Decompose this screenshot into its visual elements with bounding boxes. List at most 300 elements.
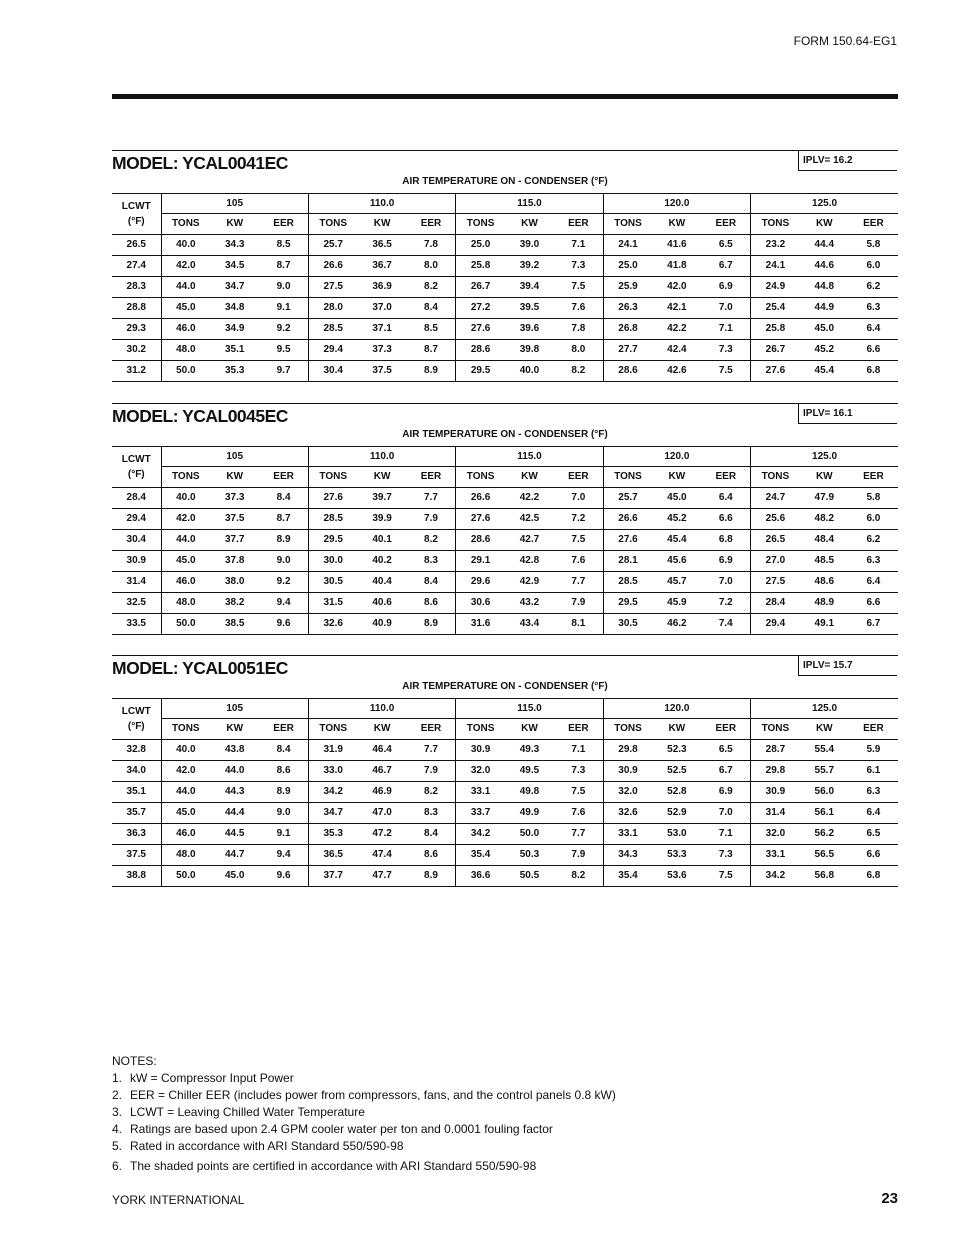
column-header: KW: [505, 718, 554, 739]
table-cell: 52.5: [652, 760, 701, 781]
column-header-row: [112, 213, 898, 234]
air-temp-title: AIR TEMPERATURE ON - CONDENSER (°F): [112, 677, 898, 699]
table-cell: 8.4: [259, 739, 308, 760]
table-cell: 6.3: [849, 550, 898, 571]
table-cell: 36.6: [456, 865, 505, 886]
table-cell: 30.0: [308, 550, 357, 571]
table-cell: 8.4: [407, 297, 456, 318]
column-header: EER: [701, 213, 750, 234]
table-cell: 41.6: [652, 234, 701, 255]
column-header: KW: [358, 718, 407, 739]
table-cell: 27.2: [456, 297, 505, 318]
table-cell: 6.7: [701, 760, 750, 781]
table-cell: 7.0: [701, 571, 750, 592]
table-cell: 6.6: [849, 339, 898, 360]
table-cell: 27.6: [603, 529, 652, 550]
table-cell: 52.8: [652, 781, 701, 802]
lcwt-cell: 30.9: [112, 550, 161, 571]
table-cell: 7.3: [554, 255, 603, 276]
table-cell: 29.5: [603, 592, 652, 613]
table-cell: 32.0: [456, 760, 505, 781]
table-cell: 34.7: [308, 802, 357, 823]
table-row: [112, 550, 898, 571]
note-text: kW = Compressor Input Power: [130, 1071, 294, 1085]
table-cell: 9.1: [259, 297, 308, 318]
lcwt-label: LCWT: [121, 705, 151, 717]
table-cell: 32.0: [751, 823, 800, 844]
lcwt-header: [112, 447, 161, 487]
table-cell: 35.4: [456, 844, 505, 865]
table-cell: 53.3: [652, 844, 701, 865]
table-cell: 7.2: [554, 508, 603, 529]
table-cell: 40.4: [358, 571, 407, 592]
table-cell: 46.0: [161, 823, 210, 844]
table-row: [112, 276, 898, 297]
table-cell: 48.0: [161, 592, 210, 613]
table-cell: 44.4: [210, 802, 259, 823]
table-cell: 7.5: [701, 360, 750, 381]
table-cell: 42.4: [652, 339, 701, 360]
column-header: TONS: [308, 466, 357, 487]
table-row: [112, 234, 898, 255]
table-cell: 56.1: [800, 802, 849, 823]
column-header: KW: [800, 213, 849, 234]
table-cell: 6.5: [849, 823, 898, 844]
table-cell: 7.1: [554, 739, 603, 760]
iplv-value: IPLV= 16.2: [798, 151, 897, 171]
table-row: [112, 297, 898, 318]
table-cell: 50.3: [505, 844, 554, 865]
note-number: 2.: [112, 1088, 123, 1102]
column-header: TONS: [603, 213, 652, 234]
table-cell: 42.2: [505, 487, 554, 508]
table-cell: 49.8: [505, 781, 554, 802]
column-header-row: [112, 466, 898, 487]
table-cell: 7.7: [407, 739, 456, 760]
column-header: KW: [210, 718, 259, 739]
table-cell: 25.7: [308, 234, 357, 255]
table-cell: 28.4: [751, 592, 800, 613]
table-cell: 28.6: [603, 360, 652, 381]
table-cell: 6.5: [701, 234, 750, 255]
performance-table: [112, 194, 898, 382]
table-cell: 9.0: [259, 550, 308, 571]
table-cell: 37.0: [358, 297, 407, 318]
table-cell: 28.0: [308, 297, 357, 318]
table-cell: 40.9: [358, 613, 407, 634]
table-cell: 34.2: [751, 865, 800, 886]
lcwt-unit: (°F): [127, 215, 145, 227]
note-text: EER = Chiller EER (includes power from compressors, fans, and the control panels 0.8 kW): [130, 1088, 616, 1102]
table-cell: 48.6: [800, 571, 849, 592]
table-cell: 44.0: [161, 529, 210, 550]
temperature-header: 115.0: [456, 447, 603, 466]
table-cell: 8.3: [407, 802, 456, 823]
table-cell: 6.0: [849, 508, 898, 529]
table-cell: 44.5: [210, 823, 259, 844]
table-cell: 40.0: [161, 234, 210, 255]
table-cell: 44.6: [800, 255, 849, 276]
lcwt-cell: 32.5: [112, 592, 161, 613]
note-number: 6.: [112, 1159, 123, 1173]
column-header: EER: [259, 718, 308, 739]
table-cell: 7.6: [554, 297, 603, 318]
table-cell: 29.6: [456, 571, 505, 592]
table-cell: 42.8: [505, 550, 554, 571]
table-cell: 24.9: [751, 276, 800, 297]
table-cell: 48.4: [800, 529, 849, 550]
notes: [112, 1053, 616, 1175]
table-cell: 26.3: [603, 297, 652, 318]
table-cell: 8.5: [407, 318, 456, 339]
table-row: [112, 823, 898, 844]
temperature-header: 110.0: [308, 699, 455, 718]
table-cell: 27.5: [751, 571, 800, 592]
table-cell: 46.0: [161, 318, 210, 339]
note-text: Ratings are based upon 2.4 GPM cooler water per ton and 0.0001 fouling factor: [130, 1122, 553, 1136]
table-cell: 7.6: [554, 802, 603, 823]
table-cell: 25.9: [603, 276, 652, 297]
table-cell: 39.5: [505, 297, 554, 318]
table-cell: 9.4: [259, 844, 308, 865]
table-cell: 6.4: [849, 571, 898, 592]
table-cell: 50.0: [161, 360, 210, 381]
table-cell: 47.0: [358, 802, 407, 823]
lcwt-cell: 29.4: [112, 508, 161, 529]
table-cell: 8.4: [259, 487, 308, 508]
table-row: [112, 739, 898, 760]
table-cell: 5.8: [849, 234, 898, 255]
temperature-header: 105: [161, 194, 308, 213]
table-cell: 7.1: [701, 823, 750, 844]
note-item: [112, 1121, 616, 1138]
table-cell: 56.2: [800, 823, 849, 844]
temperature-header: 115.0: [456, 699, 603, 718]
table-cell: 43.4: [505, 613, 554, 634]
lcwt-label: LCWT: [121, 200, 151, 212]
table-cell: 35.4: [603, 865, 652, 886]
table-cell: 42.0: [161, 508, 210, 529]
table-cell: 7.9: [554, 592, 603, 613]
table-row: [112, 508, 898, 529]
footer-company: YORK INTERNATIONAL: [112, 1193, 245, 1207]
table-row: [112, 318, 898, 339]
table-row: [112, 529, 898, 550]
table-cell: 34.5: [210, 255, 259, 276]
table-cell: 6.1: [849, 760, 898, 781]
table-cell: 36.9: [358, 276, 407, 297]
table-cell: 9.0: [259, 802, 308, 823]
table-cell: 8.6: [259, 760, 308, 781]
table-cell: 45.7: [652, 571, 701, 592]
lcwt-cell: 28.8: [112, 297, 161, 318]
table-cell: 25.0: [456, 234, 505, 255]
table-cell: 45.2: [800, 339, 849, 360]
note-item: [112, 1104, 616, 1121]
table-cell: 39.9: [358, 508, 407, 529]
table-cell: 42.0: [652, 276, 701, 297]
column-header: EER: [849, 466, 898, 487]
table-cell: 45.0: [210, 865, 259, 886]
table-cell: 6.8: [701, 529, 750, 550]
air-temp-title: AIR TEMPERATURE ON - CONDENSER (°F): [112, 172, 898, 194]
table-cell: 7.4: [701, 613, 750, 634]
table-cell: 47.4: [358, 844, 407, 865]
table-cell: 44.3: [210, 781, 259, 802]
table-cell: 37.3: [210, 487, 259, 508]
table-cell: 47.9: [800, 487, 849, 508]
table-cell: 35.1: [210, 339, 259, 360]
table-row: [112, 487, 898, 508]
column-header: KW: [505, 466, 554, 487]
table-cell: 8.4: [407, 823, 456, 844]
column-header: TONS: [308, 213, 357, 234]
table-cell: 6.5: [701, 739, 750, 760]
table-cell: 26.7: [751, 339, 800, 360]
table-cell: 46.7: [358, 760, 407, 781]
table-cell: 46.0: [161, 571, 210, 592]
lcwt-cell: 30.2: [112, 339, 161, 360]
note-number: 5.: [112, 1139, 123, 1153]
air-temp-title: AIR TEMPERATURE ON - CONDENSER (°F): [112, 425, 898, 447]
table-cell: 55.4: [800, 739, 849, 760]
model-header: [112, 655, 898, 677]
table-cell: 48.0: [161, 339, 210, 360]
column-header: EER: [554, 466, 603, 487]
table-cell: 56.8: [800, 865, 849, 886]
table-cell: 29.4: [751, 613, 800, 634]
table-cell: 25.0: [603, 255, 652, 276]
table-cell: 34.2: [456, 823, 505, 844]
lcwt-cell: 33.5: [112, 613, 161, 634]
table-row: [112, 360, 898, 381]
table-cell: 34.8: [210, 297, 259, 318]
table-cell: 42.9: [505, 571, 554, 592]
table-cell: 44.4: [800, 234, 849, 255]
column-header: TONS: [456, 718, 505, 739]
temperature-header-row: [112, 699, 898, 718]
column-header: EER: [554, 718, 603, 739]
table-cell: 44.0: [161, 276, 210, 297]
column-header: TONS: [161, 213, 210, 234]
table-cell: 7.3: [701, 844, 750, 865]
table-cell: 9.5: [259, 339, 308, 360]
table-cell: 8.1: [554, 613, 603, 634]
table-cell: 50.0: [161, 613, 210, 634]
table-cell: 8.9: [259, 529, 308, 550]
table-cell: 46.2: [652, 613, 701, 634]
table-cell: 38.2: [210, 592, 259, 613]
table-cell: 52.3: [652, 739, 701, 760]
table-cell: 42.1: [652, 297, 701, 318]
table-cell: 43.2: [505, 592, 554, 613]
table-cell: 26.6: [603, 508, 652, 529]
table-cell: 7.8: [554, 318, 603, 339]
table-cell: 6.6: [849, 844, 898, 865]
table-cell: 34.2: [308, 781, 357, 802]
table-cell: 29.5: [456, 360, 505, 381]
table-cell: 7.6: [554, 550, 603, 571]
table-cell: 7.0: [554, 487, 603, 508]
table-cell: 33.1: [751, 844, 800, 865]
table-cell: 50.5: [505, 865, 554, 886]
temperature-header: 105: [161, 447, 308, 466]
table-cell: 9.2: [259, 318, 308, 339]
table-cell: 34.9: [210, 318, 259, 339]
iplv-value: IPLV= 16.1: [798, 404, 897, 424]
table-cell: 7.1: [701, 318, 750, 339]
table-cell: 8.7: [259, 255, 308, 276]
table-cell: 49.5: [505, 760, 554, 781]
column-header-row: [112, 718, 898, 739]
table-cell: 39.2: [505, 255, 554, 276]
table-cell: 39.7: [358, 487, 407, 508]
lcwt-cell: 35.1: [112, 781, 161, 802]
table-cell: 25.4: [751, 297, 800, 318]
column-header: TONS: [603, 718, 652, 739]
lcwt-label: LCWT: [121, 453, 151, 465]
table-cell: 50.0: [505, 823, 554, 844]
table-cell: 35.3: [210, 360, 259, 381]
table-cell: 48.2: [800, 508, 849, 529]
column-header: EER: [259, 213, 308, 234]
model-section: [112, 655, 898, 887]
table-cell: 8.2: [554, 865, 603, 886]
table-cell: 7.5: [554, 781, 603, 802]
table-cell: 5.8: [849, 487, 898, 508]
table-cell: 39.8: [505, 339, 554, 360]
column-header: KW: [358, 466, 407, 487]
table-cell: 26.7: [456, 276, 505, 297]
table-cell: 47.7: [358, 865, 407, 886]
table-cell: 8.7: [407, 339, 456, 360]
table-cell: 7.7: [407, 487, 456, 508]
table-row: [112, 760, 898, 781]
lcwt-cell: 31.4: [112, 571, 161, 592]
temperature-header: 120.0: [603, 699, 750, 718]
table-cell: 7.3: [554, 760, 603, 781]
lcwt-header: [112, 194, 161, 234]
table-cell: 26.5: [751, 529, 800, 550]
table-cell: 6.7: [701, 255, 750, 276]
table-cell: 30.5: [603, 613, 652, 634]
lcwt-cell: 26.5: [112, 234, 161, 255]
table-cell: 39.6: [505, 318, 554, 339]
temperature-header: 120.0: [603, 194, 750, 213]
temperature-header: 125.0: [751, 699, 898, 718]
column-header: TONS: [751, 718, 800, 739]
table-cell: 8.4: [407, 571, 456, 592]
table-cell: 7.9: [554, 844, 603, 865]
model-title: MODEL: YCAL0051EC: [112, 658, 288, 678]
table-cell: 8.9: [259, 781, 308, 802]
table-cell: 28.5: [603, 571, 652, 592]
page-number: 23: [881, 1190, 898, 1207]
table-cell: 28.1: [603, 550, 652, 571]
table-cell: 6.9: [701, 276, 750, 297]
table-cell: 25.6: [751, 508, 800, 529]
table-row: [112, 844, 898, 865]
column-header: KW: [652, 718, 701, 739]
table-cell: 37.5: [210, 508, 259, 529]
table-cell: 8.9: [407, 360, 456, 381]
lcwt-cell: 37.5: [112, 844, 161, 865]
column-header: TONS: [308, 718, 357, 739]
column-header: TONS: [456, 213, 505, 234]
table-cell: 24.1: [603, 234, 652, 255]
table-cell: 7.5: [554, 529, 603, 550]
table-cell: 56.5: [800, 844, 849, 865]
table-cell: 9.1: [259, 823, 308, 844]
lcwt-cell: 28.4: [112, 487, 161, 508]
column-header: TONS: [456, 466, 505, 487]
column-header: KW: [210, 466, 259, 487]
column-header: TONS: [751, 466, 800, 487]
temperature-header-row: [112, 447, 898, 466]
lcwt-cell: 28.3: [112, 276, 161, 297]
table-cell: 34.7: [210, 276, 259, 297]
table-cell: 6.8: [849, 360, 898, 381]
table-cell: 36.7: [358, 255, 407, 276]
table-cell: 28.6: [456, 529, 505, 550]
table-cell: 27.6: [751, 360, 800, 381]
table-cell: 30.9: [751, 781, 800, 802]
column-header: EER: [701, 466, 750, 487]
table-cell: 28.5: [308, 318, 357, 339]
table-cell: 27.6: [456, 508, 505, 529]
table-cell: 42.2: [652, 318, 701, 339]
table-cell: 9.4: [259, 592, 308, 613]
table-cell: 30.9: [603, 760, 652, 781]
table-row: [112, 613, 898, 634]
table-cell: 38.0: [210, 571, 259, 592]
table-cell: 38.5: [210, 613, 259, 634]
table-cell: 6.3: [849, 781, 898, 802]
table-cell: 31.6: [456, 613, 505, 634]
table-cell: 44.0: [161, 781, 210, 802]
table-cell: 7.0: [701, 297, 750, 318]
table-cell: 37.7: [308, 865, 357, 886]
table-cell: 42.5: [505, 508, 554, 529]
note-item: [112, 1158, 616, 1175]
table-cell: 49.1: [800, 613, 849, 634]
temperature-header: 115.0: [456, 194, 603, 213]
table-cell: 7.9: [407, 508, 456, 529]
table-cell: 8.6: [407, 592, 456, 613]
table-cell: 42.0: [161, 255, 210, 276]
form-number: FORM 150.64-EG1: [793, 34, 897, 48]
table-cell: 42.7: [505, 529, 554, 550]
table-cell: 26.6: [308, 255, 357, 276]
model-title: MODEL: YCAL0045EC: [112, 406, 288, 426]
column-header: KW: [358, 213, 407, 234]
table-cell: 56.0: [800, 781, 849, 802]
column-header: TONS: [751, 213, 800, 234]
table-cell: 32.6: [603, 802, 652, 823]
table-cell: 8.2: [407, 529, 456, 550]
table-cell: 40.0: [505, 360, 554, 381]
table-cell: 7.5: [701, 865, 750, 886]
table-cell: 31.4: [751, 802, 800, 823]
table-cell: 7.1: [554, 234, 603, 255]
table-cell: 8.2: [407, 276, 456, 297]
table-cell: 9.0: [259, 276, 308, 297]
table-cell: 36.5: [308, 844, 357, 865]
table-cell: 27.6: [308, 487, 357, 508]
lcwt-unit: (°F): [127, 720, 145, 732]
table-cell: 7.9: [407, 760, 456, 781]
note-item: [112, 1138, 616, 1155]
